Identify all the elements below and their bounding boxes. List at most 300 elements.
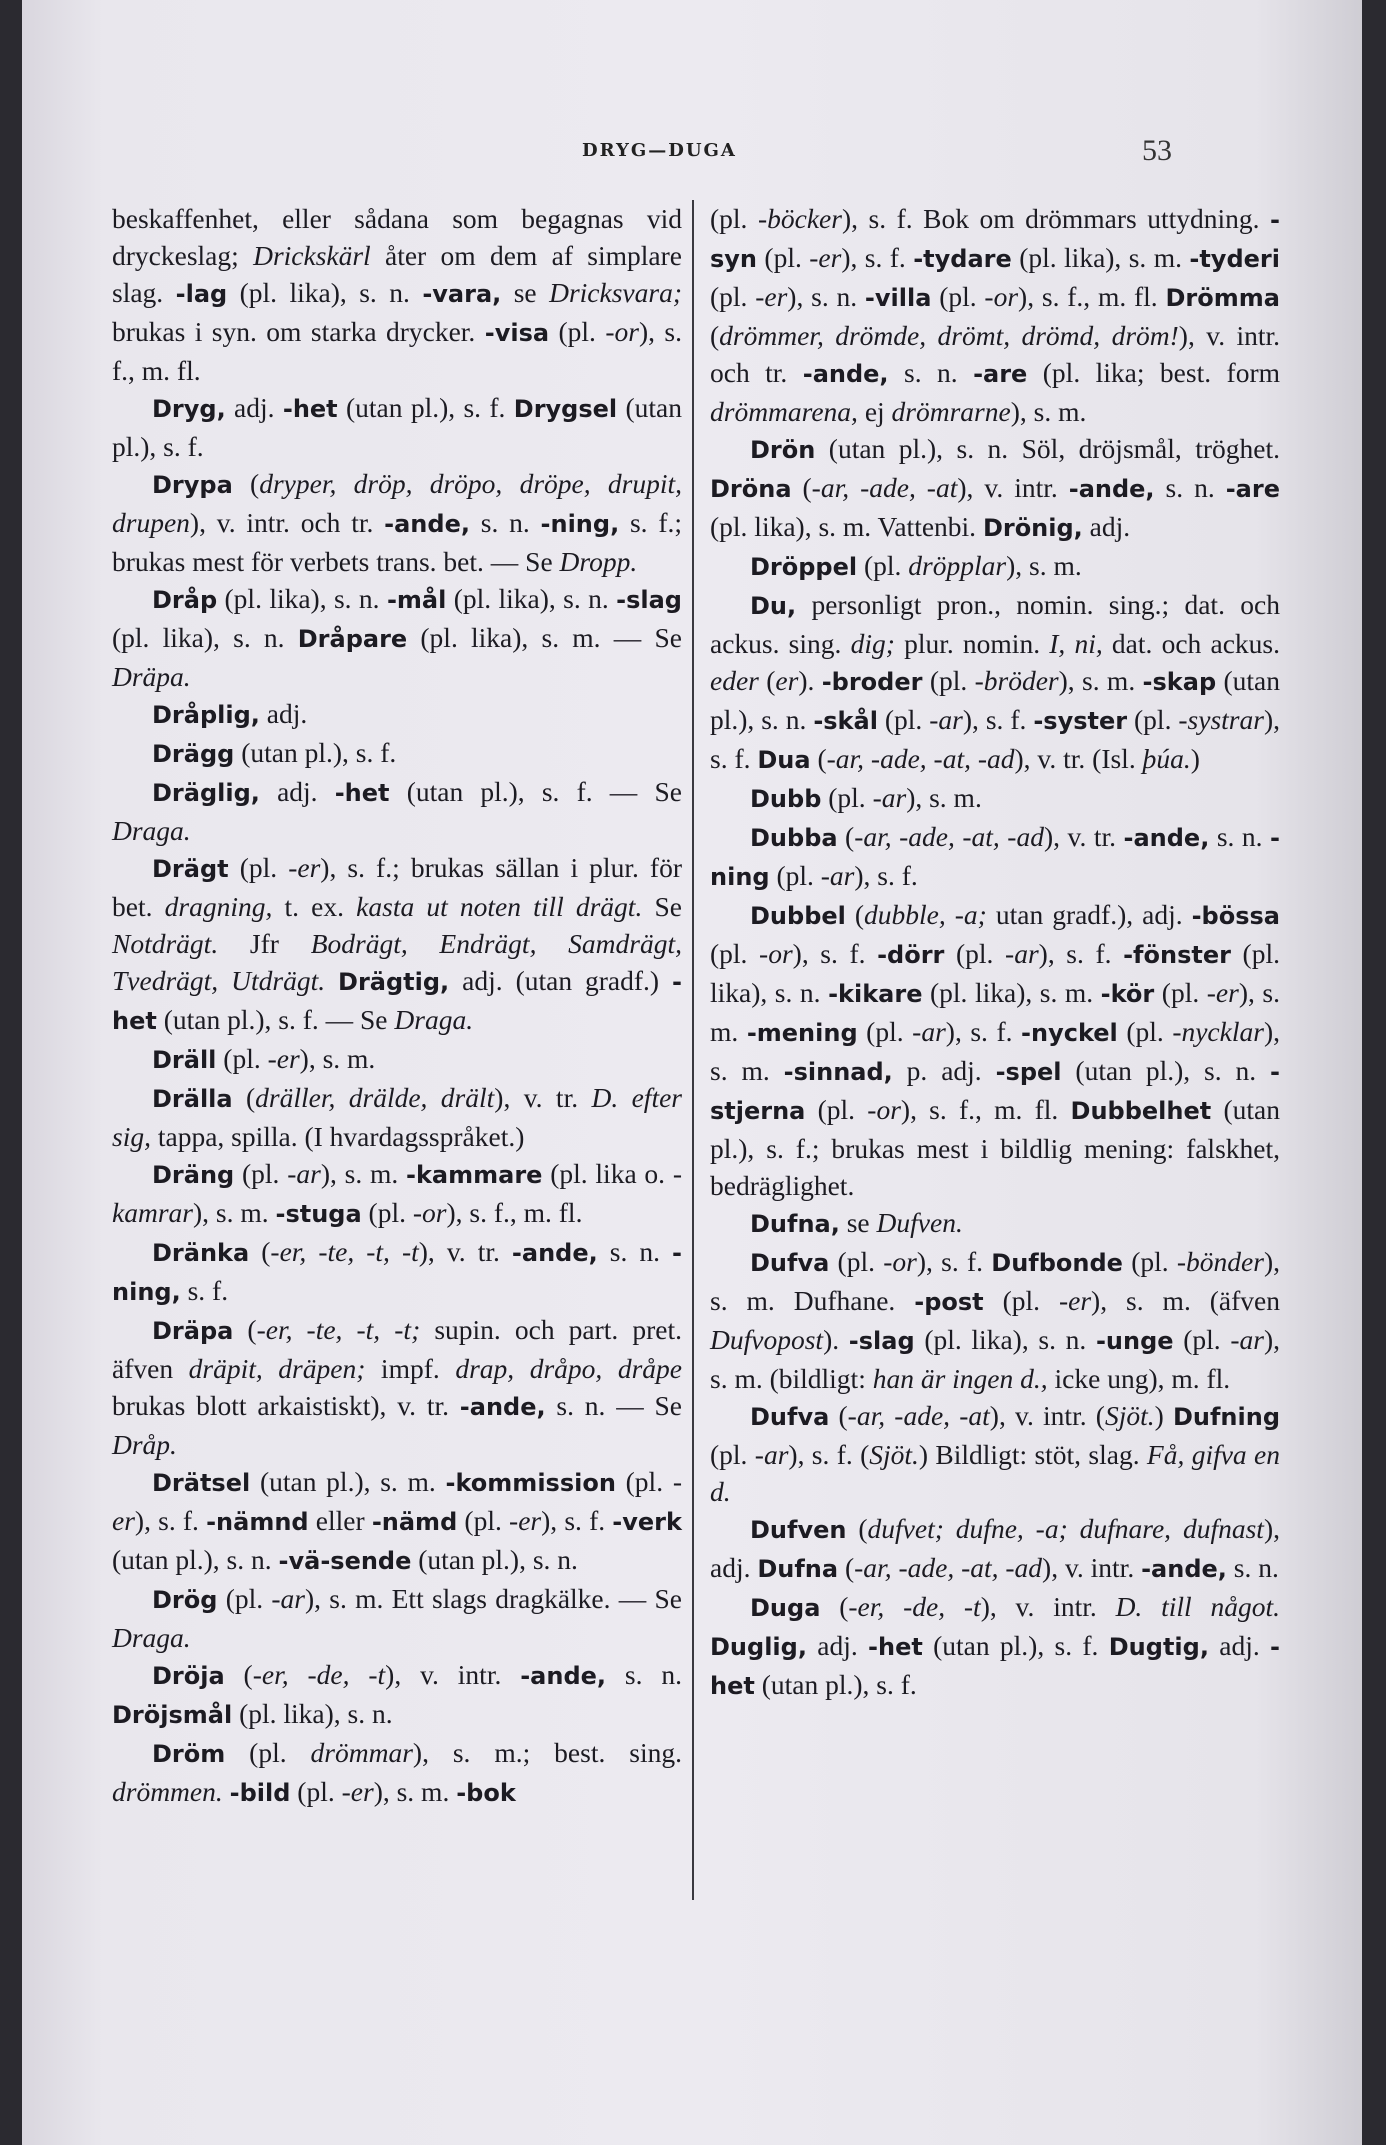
headword: -dörr [877,941,945,969]
italic-text: -böcker [757,203,842,234]
headword: -slag [616,586,682,614]
headword: -kikare [828,980,923,1008]
entry-text: dat. och ackus. [1102,628,1280,659]
entry-text: p. adj. [892,1055,996,1086]
italic-text: -ar, -ade, -at [811,472,958,503]
entry-text: ), s. f. [916,1246,992,1277]
headword: -visa [484,319,550,347]
headword: -ande, [520,1662,607,1690]
headword: -verk [612,1508,682,1536]
entry-text: ), s. f. [134,1505,207,1536]
entry-text: (pl. lika), s. m. — Se [407,622,682,653]
dictionary-entry [710,200,1280,430]
entry-text: (pl. [857,550,909,581]
dictionary-entry [710,1588,1280,1705]
entry-text: (pl. [290,1776,342,1807]
entry-text: (pl. lika), s. m. [1011,242,1190,273]
headword: Dräng [152,1161,235,1189]
entry-text: adj. [1208,1630,1271,1661]
dictionary-entry [112,1040,682,1079]
entry-text: (pl. [821,782,873,813]
dictionary-entry [710,1397,1280,1510]
entry-text: ). [823,1324,849,1355]
dictionary-entry [112,389,682,465]
entry-text: (pl. lika), s. n. [446,583,617,614]
entry-text: (pl. [710,938,760,969]
headword: Drägg [152,740,235,768]
headword: -ande, [1123,824,1210,852]
italic-text: dubble, -a; [864,899,987,930]
italic-text: -ar, -ade, -at, -ad [854,821,1044,852]
headword: -het [282,395,338,423]
headword: Dufva [750,1403,830,1431]
entry-text: (pl. [228,852,289,883]
entry-text: (pl. lika), s. m. [922,977,1101,1008]
headword: -mål [386,586,447,614]
page-number: 53 [1142,134,1172,167]
italic-text: drömmer, drömde, drömt, drömd, dröm! [719,320,1179,351]
entry-text: adj. [259,776,335,807]
italic-text: -er [1058,1285,1092,1316]
entry-text: (pl. [216,1043,268,1074]
entry-text: se [839,1207,877,1238]
entry-text: (utan pl.), s. n. [710,665,1280,735]
entry-text: (pl. [225,1737,311,1768]
headword: Drygsel [513,395,618,423]
entry-text: ( [710,320,720,351]
headword: -kammare [406,1161,543,1189]
italic-text: -or [867,1094,901,1125]
dictionary-entry [710,896,1280,1204]
headword: Dröm [152,1740,226,1768]
entry-text: tappa, spilla. (I hvardagsspråket.) [150,1121,525,1152]
italic-text: -er, -de, -t [252,1659,386,1690]
italic-text: drömrarne [891,396,1011,427]
entry-text: ( [224,1659,253,1690]
headword: Dråplig, [152,701,260,729]
italic-text: þúa. [1142,743,1191,774]
italic-text: -or [412,1197,447,1228]
entry-text: (utan pl.), s. f. [754,1669,917,1700]
entry-text: s. f.; brukas mest för verbets trans. bet. — Se [112,507,683,577]
entry-text: s. n. [888,357,974,388]
entry-text: (pl. [857,1016,913,1047]
italic-text: -ar [912,1016,946,1047]
entry-text: ), v. intr. [385,1659,521,1690]
entry-text: ( [758,665,776,696]
headword: -sinnad, [783,1058,893,1086]
dictionary-entry [112,200,682,389]
headword: -nämd [371,1508,458,1536]
entry-text: ), s. n. [787,281,865,312]
entry-text: adj. [806,1630,869,1661]
headword: Dubbelhet [1070,1097,1212,1125]
entry-text: ), v. intr. [1042,1552,1142,1583]
headword: Dufven [750,1516,847,1544]
entry-text: (pl. [983,1285,1059,1316]
entry-text: brukas i syn. om starka drycker. [112,316,485,347]
entry-text: ) [1154,1400,1173,1431]
entry-text: (pl. lika), s. n. [232,1698,393,1729]
entry-text: s. n. [597,1236,673,1267]
italic-text: dragning, [164,891,273,922]
headword: -bild [229,1779,291,1807]
entry-text: s. n. [1209,821,1271,852]
entry-text: ), s. m. [373,1776,457,1807]
italic-text: -kamrar [112,1158,682,1228]
entry-text: ), v. intr. [980,1591,1116,1622]
italic-text: -or [605,316,639,347]
entry-text: (pl. [710,281,756,312]
entry-text: ), v. intr. och tr. [189,507,385,538]
entry-text: åter om dem af simplare slag. [112,240,682,308]
entry-text: ), s. m. [1006,550,1082,581]
entry-text: (utan pl.), s. f. [337,392,514,423]
italic-text: dröpplar [908,550,1007,581]
italic-text: D. till något. [1115,1591,1281,1622]
headword: Drälla [152,1085,233,1113]
entry-text: ), v. intr. [957,472,1069,503]
entry-text: ), s. m. Dufhane. [710,1246,1280,1316]
italic-text: -ar [872,782,907,813]
italic-text: -er [509,1505,542,1536]
entry-text: s. f. [180,1275,229,1306]
italic-text: Notdrägt. [112,928,219,959]
headword: -are [973,360,1028,388]
entry-text: (pl. [1122,1246,1177,1277]
headword: Dräpa [152,1317,234,1345]
entry-text: (utan pl.), s. f. [112,392,682,462]
dictionary-entry [710,430,1280,547]
entry-text: s. n. — Se [545,1390,682,1421]
italic-text: Få, gifva en d. [710,1439,1280,1507]
entry-text: ), s. m. [192,1197,276,1228]
headword: Dryg, [152,395,226,423]
headword: Dröja [152,1662,225,1690]
headword: -skap [1142,668,1217,696]
entry-text: supin. och part. pret. äfven [112,1314,682,1384]
entry-text: Se [642,891,682,922]
entry-text: s. n. [1154,472,1226,503]
entry-text: ( [846,1513,868,1544]
entry-text: (utan pl.), s. m. [250,1466,446,1497]
headword: -stuga [275,1200,362,1228]
dictionary-entry [112,734,682,773]
entry-text: ) [1190,743,1200,774]
headword: -skål [813,707,878,735]
headword: -kör [1100,980,1155,1008]
italic-text: -nycklar [1172,1016,1264,1047]
dictionary-entry [112,1079,682,1155]
dictionary-entry [112,849,682,1040]
entry-text: t. ex. [272,891,357,922]
entry-text: (utan pl.), s. f. [234,737,397,768]
dictionary-entry [112,1580,682,1656]
dictionary-entry [112,1155,682,1233]
entry-text: ( [249,1236,271,1267]
headword: -bössa [1191,902,1280,930]
italic-text: Sjöt. [1104,1400,1155,1431]
entry-text: (utan pl.), s. n. Söl, dröjsmål, tröghet. [815,433,1280,464]
entry-text: ), v. tr. [494,1082,592,1113]
entry-text: (pl. [710,1439,755,1470]
italic-text: -or [984,281,1019,312]
entry-text: ), v. tr. [418,1236,512,1267]
entry-text: s. n. [469,507,541,538]
headword: Dräll [152,1046,217,1074]
dictionary-entry [112,1734,682,1812]
headword: Dufbonde [991,1249,1123,1277]
entry-text: adj. [225,392,283,423]
headword: Dugtig, [1108,1633,1209,1661]
italic-text: Dropp. [559,546,638,577]
left-column [112,200,682,1812]
headword: -vä-sende [278,1547,412,1575]
headword: Drägtig, [338,968,450,996]
headword: -post [914,1288,984,1316]
entry-text [1098,1630,1108,1661]
headword: Dränka [152,1239,250,1267]
entry-text: ( [232,1082,256,1113]
headword: Dröppel [750,553,858,581]
headword: Dufva [750,1249,830,1277]
italic-text: eder [710,665,759,696]
dictionary-entry [710,1204,1280,1243]
entry-text: (pl. lika), s. n. [227,277,423,308]
italic-text: -er, -te, -t, -t [270,1236,419,1267]
italic-text: -or [759,938,793,969]
dictionary-entry [710,1243,1280,1397]
entry-text: (utan pl.), s. f. — Se [156,1004,395,1035]
entry-text [325,965,338,996]
headword: Dubba [750,824,838,852]
entry-text: ), adj. [710,1513,1280,1583]
headword: -nämnd [206,1508,309,1536]
dictionary-entry [112,1311,682,1463]
entry-text: ), s. f., m. fl. [1018,281,1166,312]
entry-text: (pl. [931,281,985,312]
entry-text: ( [845,899,865,930]
entry-text: ), s. m. (bildligt: [710,1324,1280,1394]
entry-text: (pl. [615,1466,673,1497]
headword: -villa [864,284,932,312]
entry-text: ), s. f.; brukas sällan i plur. för bet. [112,852,682,922]
headword: -spel [995,1058,1062,1086]
entry-text: ), v. tr. (Isl. [1014,743,1143,774]
headword: Dubb [750,785,822,813]
entry-text: ), s. m. [710,1016,1280,1086]
headword: -are [1225,475,1280,503]
entry-text: (utan pl.), s. f. [922,1630,1099,1661]
headword: Duglig, [710,1633,807,1661]
entry-text: ), s. m. Ett slags dragkälke. — Se [305,1583,682,1614]
entry-text: ( [810,743,827,774]
dictionary-entry [710,586,1280,779]
entry-text: (pl. [769,860,821,891]
dictionary-entry [112,465,682,580]
entry-text: (pl. lika), s. n. [710,938,1280,1008]
entry-text: (pl. [805,1094,868,1125]
entry-text: ), s. m.; best. sing. [412,1737,682,1768]
italic-text: -or [883,1246,917,1277]
italic-text: Dricksvara; [549,277,682,308]
entry-text: (pl. lika), s. n. [217,583,387,614]
headword: -ande, [1141,1555,1227,1583]
entry-text [223,1776,230,1807]
italic-text: Draga. [112,1622,191,1653]
italic-text: Dufvopost [710,1324,824,1355]
entry-text: (pl. [217,1583,272,1614]
italic-text: drömmen. [112,1776,223,1807]
headword: -het [868,1633,923,1661]
headword: Dröna [710,475,792,503]
italic-text: -ar [929,704,963,735]
entry-text: adj. (utan gradf.) [449,965,673,996]
headword: -ande, [511,1239,598,1267]
dictionary-entry [710,779,1280,818]
italic-text: dufvet; dufne, -a; dufnare, dufnast [867,1513,1264,1544]
headword: Dufna [757,1555,839,1583]
entry-text: (pl. [710,203,758,234]
book-page [22,0,1362,2145]
entry-text: ), v. intr. ( [989,1400,1105,1431]
entry-text: ), s. f., m. fl. [900,1094,1071,1125]
page-header [22,134,1362,170]
italic-text: kasta ut noten till drägt. [356,891,643,922]
headword: -unge [1095,1327,1174,1355]
italic-text: Draga. [394,1004,474,1035]
italic-text: er [775,665,799,696]
italic-text: Sjöt. [869,1439,919,1470]
italic-text: Draga. [112,815,191,846]
entry-text: icke ung), m. fl. [1047,1363,1231,1394]
entry-text: (pl. [1117,1016,1173,1047]
italic-text: -ar [820,860,855,891]
headword: -ning, [540,510,620,538]
entry-text: brukas blott arkaistiskt), v. tr. [112,1390,460,1421]
italic-text: -bönder [1176,1246,1264,1277]
entry-text: ), s. m. [299,1043,376,1074]
entry-text [976,511,983,542]
italic-text: dig; [850,628,895,659]
italic-text: -ar [287,1158,321,1189]
entry-text: ), s. f. [962,704,1034,735]
entry-text: (utan pl.), s. f. — Se [389,776,682,807]
entry-text: beskaffenhet, eller sådana som begagnas vid dryckeslag; [112,203,682,271]
entry-text: (pl. [944,938,1006,969]
entry-text: ), s. f. [792,938,878,969]
entry-text: (pl. [1154,977,1207,1008]
italic-text: drap, dråpo, dråpe [455,1353,682,1384]
italic-text: -ar [1230,1324,1264,1355]
entry-text: s. n. [606,1659,683,1690]
entry-text: (pl. [922,665,975,696]
italic-text: -er [112,1466,682,1536]
italic-text: -er [288,852,321,883]
headword: -lag [175,280,228,308]
entry-text: (pl. lika), s. n. [914,1324,1096,1355]
headword: Drömma [1165,284,1280,312]
entry-text: personligt pron., nomin. sing.; dat. och ackus. sing. [710,589,1280,659]
entry-text: impf. [365,1353,456,1384]
headword: Drön [750,436,816,464]
headword: -syn [710,206,1280,273]
entry-text: (pl. [757,242,810,273]
entry-text: ), s. f. [710,704,1280,774]
entry-text: ), s. m. [906,782,982,813]
dictionary-entry [112,773,682,849]
headword: Drägt [152,855,229,883]
entry-text: ), v. intr. och tr. [710,320,1281,388]
italic-text: han är ingen d., [872,1363,1048,1394]
entry-text: (utan pl.), s. n. [411,1544,578,1575]
headword: -ande, [802,360,889,388]
headword: Du, [750,592,797,620]
headword: Dubbel [750,902,846,930]
dictionary-entry [710,1510,1280,1588]
entry-text: (pl. [457,1505,510,1536]
italic-text: drömmar [310,1737,413,1768]
headword: -bok [456,1779,516,1807]
right-column [692,200,1280,1900]
entry-text: (pl. lika), s. n. [112,622,298,653]
italic-text: drömmarena, [710,396,858,427]
italic-text: -bröder [974,665,1059,696]
entry-text: (utan pl.), s. f.; brukas mest i bildlig mening: falskhet, bedräglighet. [710,1094,1280,1201]
entry-text: ), s. f., m. fl. [112,316,682,386]
entry-text: eller [308,1505,372,1536]
entry-text: ), v. tr. [1043,821,1124,852]
dictionary-entry [112,1656,682,1734]
entry-text: ), s. m. (äfven [1091,1285,1280,1316]
headword: Duga [750,1594,821,1622]
italic-text: Drickskärl [253,240,371,271]
entry-text: ( [233,1314,257,1345]
entry-text: ), s. f. [541,1505,613,1536]
italic-text: -er [809,242,842,273]
italic-text: -er [341,1776,374,1807]
entry-text: s. n. [1226,1552,1279,1583]
headword: -het [710,1633,1280,1700]
headword: -ande, [1068,475,1155,503]
headword: Dråpare [297,625,408,653]
entry-text: ), s. m. [320,1158,406,1189]
entry-text: (pl. [234,1158,288,1189]
italic-text: -ar, -ade, -at, -ad [854,1552,1043,1583]
italic-text: I, ni, [1049,628,1103,659]
entry-text: ), s. m. [710,977,1280,1047]
entry-text: ( [838,1552,855,1583]
entry-text: Jfr [218,928,311,959]
entry-text: (utan pl.), s. n. [1061,1055,1271,1086]
entry-text: ), s. f. ( [788,1439,870,1470]
italic-text: -ar [1005,938,1039,969]
entry-text: ( [837,821,855,852]
italic-text: D. efter sig, [112,1082,682,1152]
entry-text: (pl. lika), s. m. Vattenbi. [710,511,977,542]
headword: -het [112,968,682,1035]
dictionary-entry [112,1463,682,1580]
headword: Drög [152,1586,218,1614]
entry-text: ), s. m. [1058,665,1143,696]
entry-text: se [501,277,550,308]
entry-text: (utan pl.), s. n. [112,1544,279,1575]
entry-text: (pl. lika o. [542,1158,673,1189]
headword: -het [334,779,390,807]
headword: Drätsel [152,1469,251,1497]
italic-text: -ar [271,1583,305,1614]
headword: -broder [821,668,923,696]
